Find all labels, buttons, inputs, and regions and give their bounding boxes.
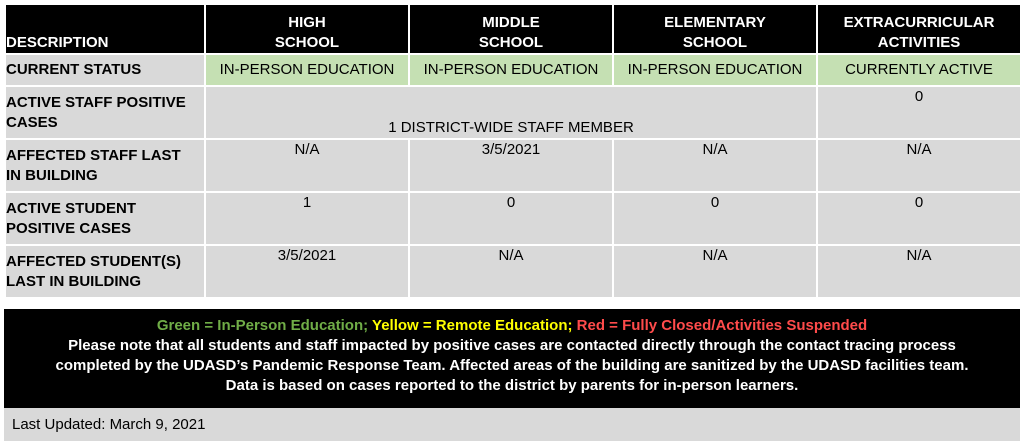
table-cell: 0 [817, 192, 1021, 245]
status-middle-school: IN-PERSON EDUCATION [409, 54, 613, 86]
table-cell: N/A [409, 245, 613, 298]
note-line-1: Please note that all students and staff impacted by positive cases are contacted directly through the contact tracing process [68, 337, 956, 354]
row-label-line2: IN BUILDING [6, 166, 98, 184]
color-legend [4, 316, 1020, 336]
note-line-2: completed by the UDASD’s Pandemic Response Team. Affected areas of the building are sanitized by the UDASD facilities team. [55, 357, 969, 374]
header-elementary-school [613, 4, 817, 54]
status-extracurricular: CURRENTLY ACTIVE [817, 54, 1021, 86]
note-line-3: Data is based on cases reported to the district by parents for in-person learners. [225, 377, 799, 394]
table-cell: N/A [817, 245, 1021, 298]
row-active-staff-positive-cases [5, 86, 1021, 139]
header-elementary-school-line2: SCHOOL [682, 34, 748, 51]
header-extracurricular-line2: ACTIVITIES [877, 34, 961, 51]
header-middle-school-line1: MIDDLE [482, 14, 540, 31]
table-cell: 0 [613, 192, 817, 245]
legend-red: Red = Fully Closed/Activities Suspended [576, 317, 868, 334]
row-label-line1: ACTIVE STAFF POSITIVE [6, 93, 186, 111]
header-middle-school [409, 4, 613, 54]
table-cell: N/A [613, 139, 817, 192]
legend-notice [4, 309, 1020, 408]
row-current-status [5, 54, 1021, 86]
table-cell: N/A [613, 245, 817, 298]
row-label-line1: ACTIVE STUDENT [6, 199, 137, 217]
header-high-school [205, 4, 409, 54]
header-description-label: DESCRIPTION [6, 34, 109, 51]
row-label [5, 139, 205, 192]
row-label-line1: AFFECTED STAFF LAST [6, 146, 181, 164]
header-extracurricular-line1: EXTRACURRICULAR [843, 14, 995, 31]
status-elementary-school: IN-PERSON EDUCATION [613, 54, 817, 86]
row-active-student-positive-cases [5, 192, 1021, 245]
row-affected-students-last-in-building [5, 245, 1021, 298]
header-description [5, 4, 205, 54]
table-cell: N/A [205, 139, 409, 192]
row-label [5, 245, 205, 298]
table-cell: 0 [409, 192, 613, 245]
status-high-school: IN-PERSON EDUCATION [205, 54, 409, 86]
legend-yellow: Yellow = Remote Education; [372, 317, 573, 334]
legend-green: Green = In-Person Education; [156, 317, 369, 334]
row-affected-staff-last-in-building [5, 139, 1021, 192]
last-updated: Last Updated: March 9, 2021 [4, 408, 1020, 441]
header-elementary-school-line1: ELEMENTARY [664, 14, 766, 31]
row-label [5, 86, 205, 139]
staff-cases-extracurricular: 0 [817, 86, 1021, 139]
table-cell: 3/5/2021 [409, 139, 613, 192]
table-cell: N/A [817, 139, 1021, 192]
header-extracurricular [817, 4, 1021, 54]
header-middle-school-line2: SCHOOL [478, 34, 544, 51]
row-label: CURRENT STATUS [5, 54, 205, 86]
header-high-school-line1: HIGH [288, 14, 326, 31]
row-label-line2: POSITIVE CASES [6, 219, 132, 237]
covid-status-table [4, 3, 1022, 299]
table-cell: 3/5/2021 [205, 245, 409, 298]
table-cell: 1 [205, 192, 409, 245]
row-label-line1: AFFECTED STUDENT(S) [6, 252, 181, 270]
header-row [5, 4, 1021, 54]
row-label-line2: CASES [6, 113, 58, 131]
row-label [5, 192, 205, 245]
row-label-line2: LAST IN BUILDING [6, 272, 141, 290]
district-wide-staff-cell: 1 DISTRICT-WIDE STAFF MEMBER [205, 86, 817, 139]
header-high-school-line2: SCHOOL [274, 34, 340, 51]
